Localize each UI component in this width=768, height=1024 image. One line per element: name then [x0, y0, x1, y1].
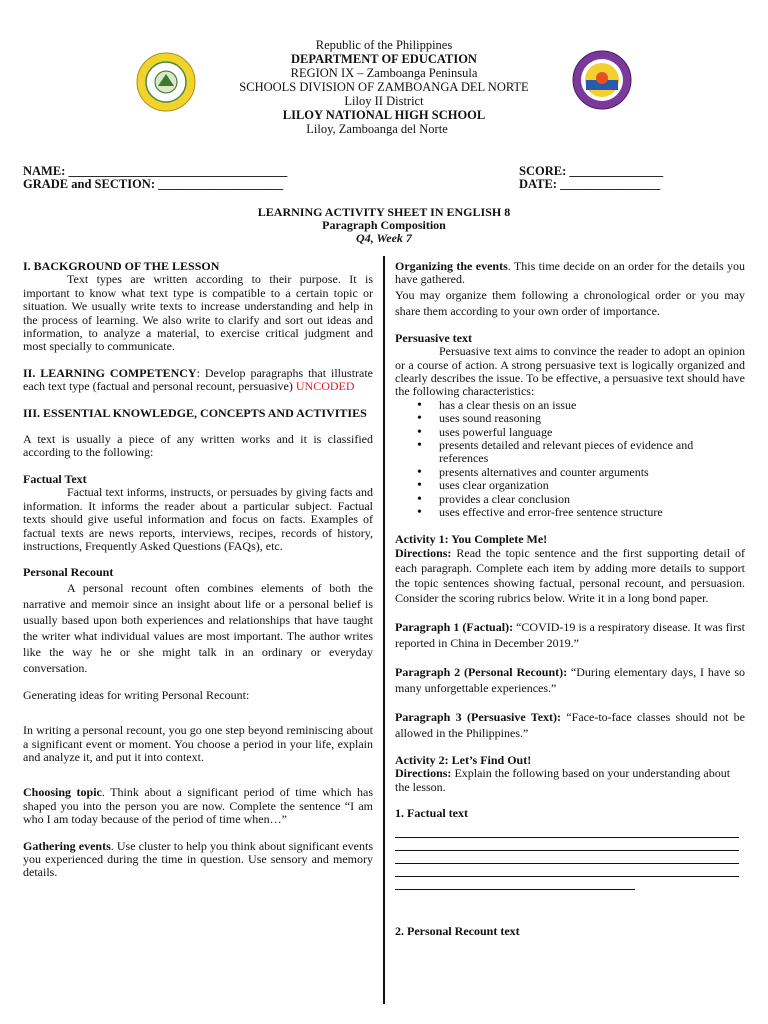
persuasive-text: Persuasive text aims to convince the reader to adopt an opinion or a course of action. A strong persuasive text is logically organized and clearly describes the issue. To be effective, a persuasive text should have the following characteristics: [395, 344, 745, 399]
list-item: • uses sound reasoning [439, 412, 745, 425]
answer-lines[interactable] [395, 825, 745, 890]
letterhead [0, 38, 768, 136]
region-line: REGION IX – Zamboanga Peninsula [290, 66, 478, 80]
column-divider [383, 256, 385, 1004]
directions-label: Directions: [395, 766, 452, 781]
gathering-events-text: . Use cluster to help you think about significant events you experienced during the time in question. Use sensory and memory details. [23, 838, 374, 880]
district-line: Liloy II District [344, 94, 424, 108]
writing-recount-text: In writing a personal recount, you go one step beyond reminiscing about a significant event or moment. You choose a period in your life, explain and analyze it, and put it into context. [23, 723, 373, 764]
paragraph-1-label: Paragraph 1 (Factual): [395, 619, 514, 634]
gathering-events-label: Gathering events [23, 838, 111, 853]
knowledge-text: A text is usually a piece of any written works and it is classified according to the following: [23, 432, 373, 460]
gathering-events [23, 840, 373, 880]
republic-line: Republic of the Philippines [315, 38, 453, 52]
answer-line[interactable] [395, 864, 739, 877]
question-2-label: 2. Personal Recount text [395, 923, 520, 938]
organizing-text: . This time decide on an order for the details you have gathered. [395, 259, 745, 287]
sheet-title [0, 206, 768, 245]
list-item: • uses effective and error-free sentence structure [439, 506, 745, 519]
paragraph-2 [395, 664, 745, 696]
paragraph-1-text: “COVID-19 is a respiratory disease. It was first reported in China in December 2019.” [395, 619, 745, 650]
right-column [395, 260, 745, 938]
factual-heading: Factual Text [23, 471, 87, 486]
recount-text: A personal recount often combines elements of both the narrative and memoir since an insight about life or a personal belief is usually based upon both experiences and relationships that have taught the writer what individual values are most important. The author writes like the way he or she might talk in an ordinary or everyday conversation. [23, 580, 373, 675]
grade-field[interactable]: GRADE and SECTION: ____________________ [23, 177, 284, 191]
directions-label: Directions: [395, 545, 452, 560]
paragraph-3-label: Paragraph 3 (Persuasive Text): [395, 709, 562, 724]
name-field[interactable]: NAME: ___________________________________ [23, 164, 288, 178]
paragraph-2-label: Paragraph 2 (Personal Recount): [395, 664, 568, 679]
paragraph-1 [395, 619, 745, 651]
persuasive-heading: Persuasive text [395, 330, 472, 345]
list-item: • uses clear organization [439, 479, 745, 492]
organizing-label: Organizing the events [395, 259, 508, 273]
date-field[interactable]: DATE: ________________ [519, 177, 661, 191]
answer-line[interactable] [395, 877, 635, 890]
activity2-heading: Activity 2: Let’s Find Out! [395, 752, 532, 767]
activity2-directions [395, 767, 745, 794]
competency-code: UNCODED [295, 379, 355, 394]
paragraph-3-text: “Face-to-face classes should not be allowed in the Philippines.” [395, 709, 745, 740]
characteristics-list [395, 399, 745, 520]
score-field[interactable]: SCORE: _______________ [519, 164, 664, 178]
choosing-topic-label: Choosing topic [23, 785, 102, 800]
activity1-directions-text: Read the topic sentence and the first supporting detail of each paragraph. Complete each item by adding more details to support the topic sentences showing factual, personal recount, and persuasion. Consider the scoring rubrics below. Write it in a long bond paper. [395, 545, 745, 605]
answer-line[interactable] [395, 838, 739, 851]
list-item: • presents detailed and relevant pieces of evidence and references [439, 439, 745, 466]
list-item: • provides a clear conclusion [439, 493, 745, 506]
competency-paragraph [23, 367, 373, 394]
competency-heading: II. LEARNING COMPETENCY [23, 365, 197, 380]
quarter-week: Q4, Week 7 [356, 231, 412, 245]
answer-line[interactable] [395, 825, 739, 838]
subtitle-line: Paragraph Composition [322, 218, 446, 232]
division-line: SCHOOLS DIVISION OF ZAMBOANGA DEL NORTE [239, 80, 529, 94]
activity2-directions-text: Explain the following based on your understanding about the lesson. [395, 766, 731, 794]
activity1-directions [395, 546, 745, 606]
activity1-heading: Activity 1: You Complete Me! [395, 531, 548, 546]
competency-text: : Develop paragraphs that illustrate each text type (factual and personal recount, persuasive) [23, 365, 374, 394]
left-column [23, 260, 373, 880]
student-fields [23, 165, 287, 191]
answer-line[interactable] [395, 851, 739, 864]
question-1-label: 1. Factual text [395, 806, 468, 821]
factual-text: Factual text informs, instructs, or persuades by giving facts and information. It informs the reader about a particular subject. Factual texts should give useful information and focus on facts. Examples of factual texts are news reports, interviews, recipes, records of history, instructions, Frequently Asked Questions (FAQs), etc. [23, 485, 373, 553]
department-line: DEPARTMENT OF EDUCATION [291, 52, 477, 66]
paragraph-2-text: “During elementary days, I have so many unforgettable experiences.” [395, 664, 745, 695]
list-item: • uses powerful language [439, 426, 745, 439]
choosing-topic [23, 786, 373, 826]
generating-ideas: Generating ideas for writing Personal Recount: [23, 687, 250, 702]
paragraph-3 [395, 709, 745, 741]
knowledge-heading: III. ESSENTIAL KNOWLEDGE, CONCEPTS AND ACTIVITIES [23, 405, 367, 420]
title-line: LEARNING ACTIVITY SHEET IN ENGLISH 8 [257, 205, 511, 219]
score-fields [519, 165, 663, 191]
list-item: • has a clear thesis on an issue [439, 399, 745, 412]
school-address: Liloy, Zamboanga del Norte [306, 122, 448, 136]
choosing-topic-text: . Think about a significant period of time which has shaped you into the person you are now. Complete the sentence “I am who I am today because of the period of time when…” [23, 785, 373, 827]
organizing-events [395, 260, 745, 287]
organizing-text-2: You may organize them following a chronological order or you may share them according to your own order of importance. [395, 287, 745, 318]
background-heading: I. BACKGROUND OF THE LESSON [23, 259, 220, 273]
recount-heading: Personal Recount [23, 565, 114, 580]
school-name: LILOY NATIONAL HIGH SCHOOL [282, 108, 486, 122]
background-text: Text types are written according to their purpose. It is important to know what text type is compatible to a certain topic or situation. We usually write texts to increase understanding and help in the process of learning. We also write to clarify and sort out ideas and information, to analyze a material, to exercise critical judgment and most specially to communicate. [23, 272, 373, 354]
list-item: • presents alternatives and counter arguments [439, 466, 745, 479]
